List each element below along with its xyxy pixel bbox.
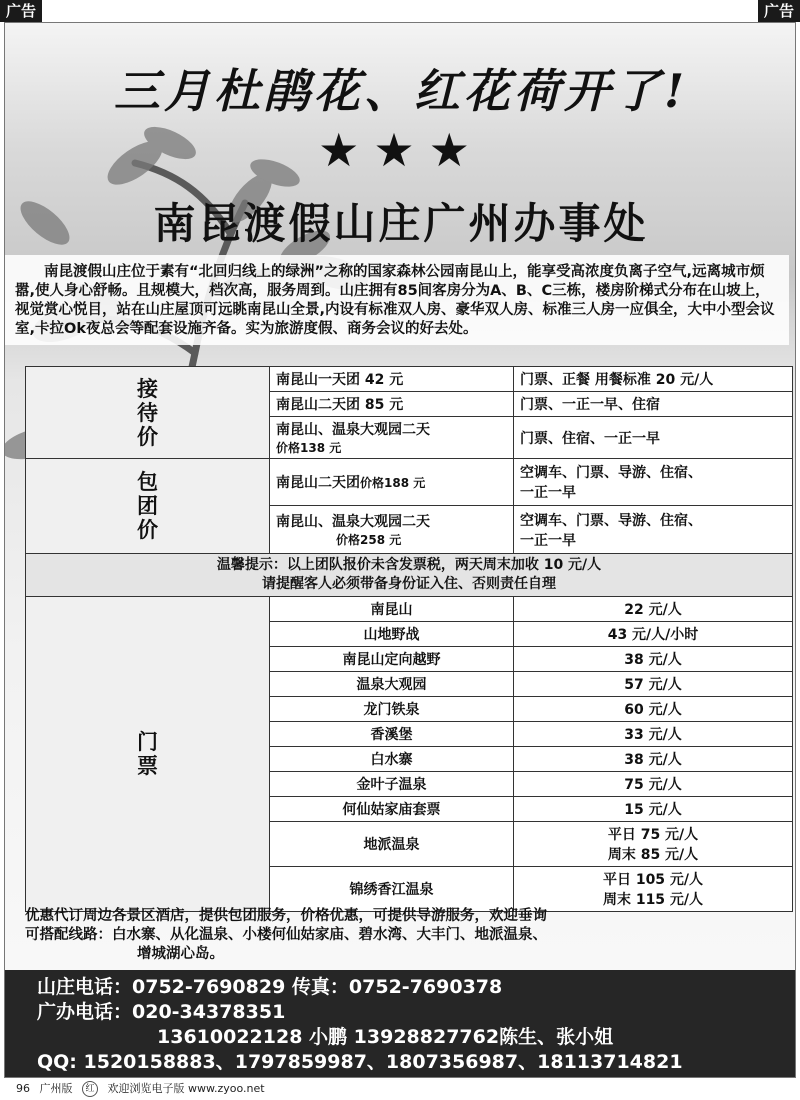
- detail-line: 一正一早: [520, 532, 576, 549]
- mobile-contacts: 13610022128 小鹏 13928827762陈生、张小姐: [157, 1026, 614, 1048]
- qq-contacts: QQ: 1520158883、1797859987、1807356987、18113714821: [37, 1051, 683, 1073]
- ticket-price: 43 元/人/小时: [514, 622, 793, 647]
- ticket-name: 香溪堡: [270, 722, 514, 747]
- ticket-name: 温泉大观园: [270, 672, 514, 697]
- package-title: 南昆山、温泉大观园二天: [276, 422, 430, 438]
- detail-line: 一正一早: [520, 485, 576, 501]
- package-name: [270, 506, 514, 554]
- page-footer: [0, 1078, 800, 1100]
- ad-label-right: 广告: [758, 0, 800, 22]
- ad-panel: [4, 22, 796, 1078]
- package-price: 价格138 元: [276, 441, 342, 455]
- ticket-price: 60 元/人: [514, 697, 793, 722]
- org-title: 南昆渡假山庄广州办事处: [153, 199, 649, 248]
- ad-label-left: 广告: [0, 0, 42, 22]
- tickets-label: 门票: [26, 597, 270, 912]
- detail-line: 空调车、门票、导游、住宿、: [520, 512, 702, 529]
- service-note: 优惠代订周边各景区酒店，提供包团服务，价格优惠，可提供导游服务，欢迎垂询: [25, 908, 547, 924]
- weekday-price: 平日 75 元/人: [607, 827, 699, 843]
- package-name: [270, 417, 514, 459]
- bottom-notes: [25, 907, 793, 964]
- ticket-name: 南昆山: [270, 597, 514, 622]
- package-detail: 门票、住宿、一正一早: [514, 417, 793, 459]
- resort-phone: 山庄电话：0752-7690829 传真：0752-7690378: [37, 976, 503, 998]
- ticket-price: 57 元/人: [514, 672, 793, 697]
- package-detail: [514, 506, 793, 554]
- ticket-name: 龙门铁泉: [270, 697, 514, 722]
- routes-note: 可搭配线路：白水寨、从化温泉、小楼何仙姑家庙、碧水湾、大丰门、地派温泉、: [25, 927, 547, 943]
- weekend-price: 周末 85 元/人: [607, 847, 699, 863]
- ticket-name: 金叶子温泉: [270, 772, 514, 797]
- package-price: 价格258 元: [336, 533, 402, 547]
- notice: [26, 554, 793, 597]
- ticket-price: 15 元/人: [514, 797, 793, 822]
- reception-label: 接待价: [26, 367, 270, 459]
- notice-line-2: 请提醒客人必须带备身份证入住、否则责任自理: [262, 576, 556, 592]
- package-title: 南昆山二天团: [276, 475, 360, 491]
- notice-line-1: 温馨提示：以上团队报价未含发票税，两天周末加收 10 元/人: [216, 557, 602, 573]
- price-table: [25, 366, 793, 912]
- page-number: 96: [16, 1082, 30, 1095]
- ticket-price: 38 元/人: [514, 647, 793, 672]
- package-price: 价格188 元: [360, 476, 426, 490]
- ticket-name: 白水寨: [270, 747, 514, 772]
- ticket-price: 38 元/人: [514, 747, 793, 772]
- package-title: 南昆山、温泉大观园二天: [276, 514, 430, 530]
- ticket-price: 75 元/人: [514, 772, 793, 797]
- ticket-name: 山地野战: [270, 622, 514, 647]
- table-row: [26, 459, 793, 506]
- ticket-price: 22 元/人: [514, 597, 793, 622]
- table-row: [26, 367, 793, 392]
- intro-text: 南昆渡假山庄位于素有“北回归线上的绿洲”之称的国家森林公园南昆山上，能享受高浓度负离子空气,远离城市烦嚣,使人身心舒畅。且规模大，档次高，服务周到。山庄拥有85间客房分为A、B、C三栋，楼房阶梯式分布在山坡上，视觉赏心悦目，站在山庄屋顶可远眺南昆山全景,内设有标准双人房、豪华双人房、标准三人房一应俱全，大中小型会议室,卡拉Ok夜总会等配套设施齐备。实为旅游度假、商务会议的好去处。: [15, 264, 775, 337]
- package-name: 南昆山一天团 42 元: [270, 367, 514, 392]
- package-name: [270, 459, 514, 506]
- routes-note-cont: 增城湖心岛。: [137, 946, 224, 962]
- package-detail: [514, 459, 793, 506]
- ticket-price: 33 元/人: [514, 722, 793, 747]
- table-row: [26, 597, 793, 622]
- package-detail: 门票、一正一早、住宿: [514, 392, 793, 417]
- office-phone: 广办电话：020-34378351: [37, 1001, 286, 1023]
- contact-block: [5, 970, 796, 1078]
- ticket-name: 锦绣香江温泉: [270, 867, 514, 912]
- ticket-price: [514, 822, 793, 867]
- group-label: 包团价: [26, 459, 270, 554]
- ticket-price: [514, 867, 793, 912]
- decorative-stars: ★★★: [318, 123, 484, 177]
- weekend-price: 周末 115 元/人: [602, 892, 704, 908]
- headline: 三月杜鹃花、红花荷开了!: [113, 64, 689, 118]
- detail-line: 空调车、门票、导游、住宿、: [520, 465, 702, 481]
- ticket-name: 南昆山定向越野: [270, 647, 514, 672]
- publisher-logo-icon: 红: [82, 1081, 98, 1097]
- website-text: 欢迎浏览电子版 www.zyoo.net: [107, 1082, 265, 1095]
- package-name: 南昆山二天团 85 元: [270, 392, 514, 417]
- edition-label: 广州版: [39, 1082, 73, 1095]
- ticket-name: 地派温泉: [270, 822, 514, 867]
- weekday-price: 平日 105 元/人: [602, 872, 704, 888]
- package-detail: 门票、正餐 用餐标准 20 元/人: [514, 367, 793, 392]
- ticket-name: 何仙姑家庙套票: [270, 797, 514, 822]
- notice-row: [26, 554, 793, 597]
- intro-paragraph: [5, 255, 789, 345]
